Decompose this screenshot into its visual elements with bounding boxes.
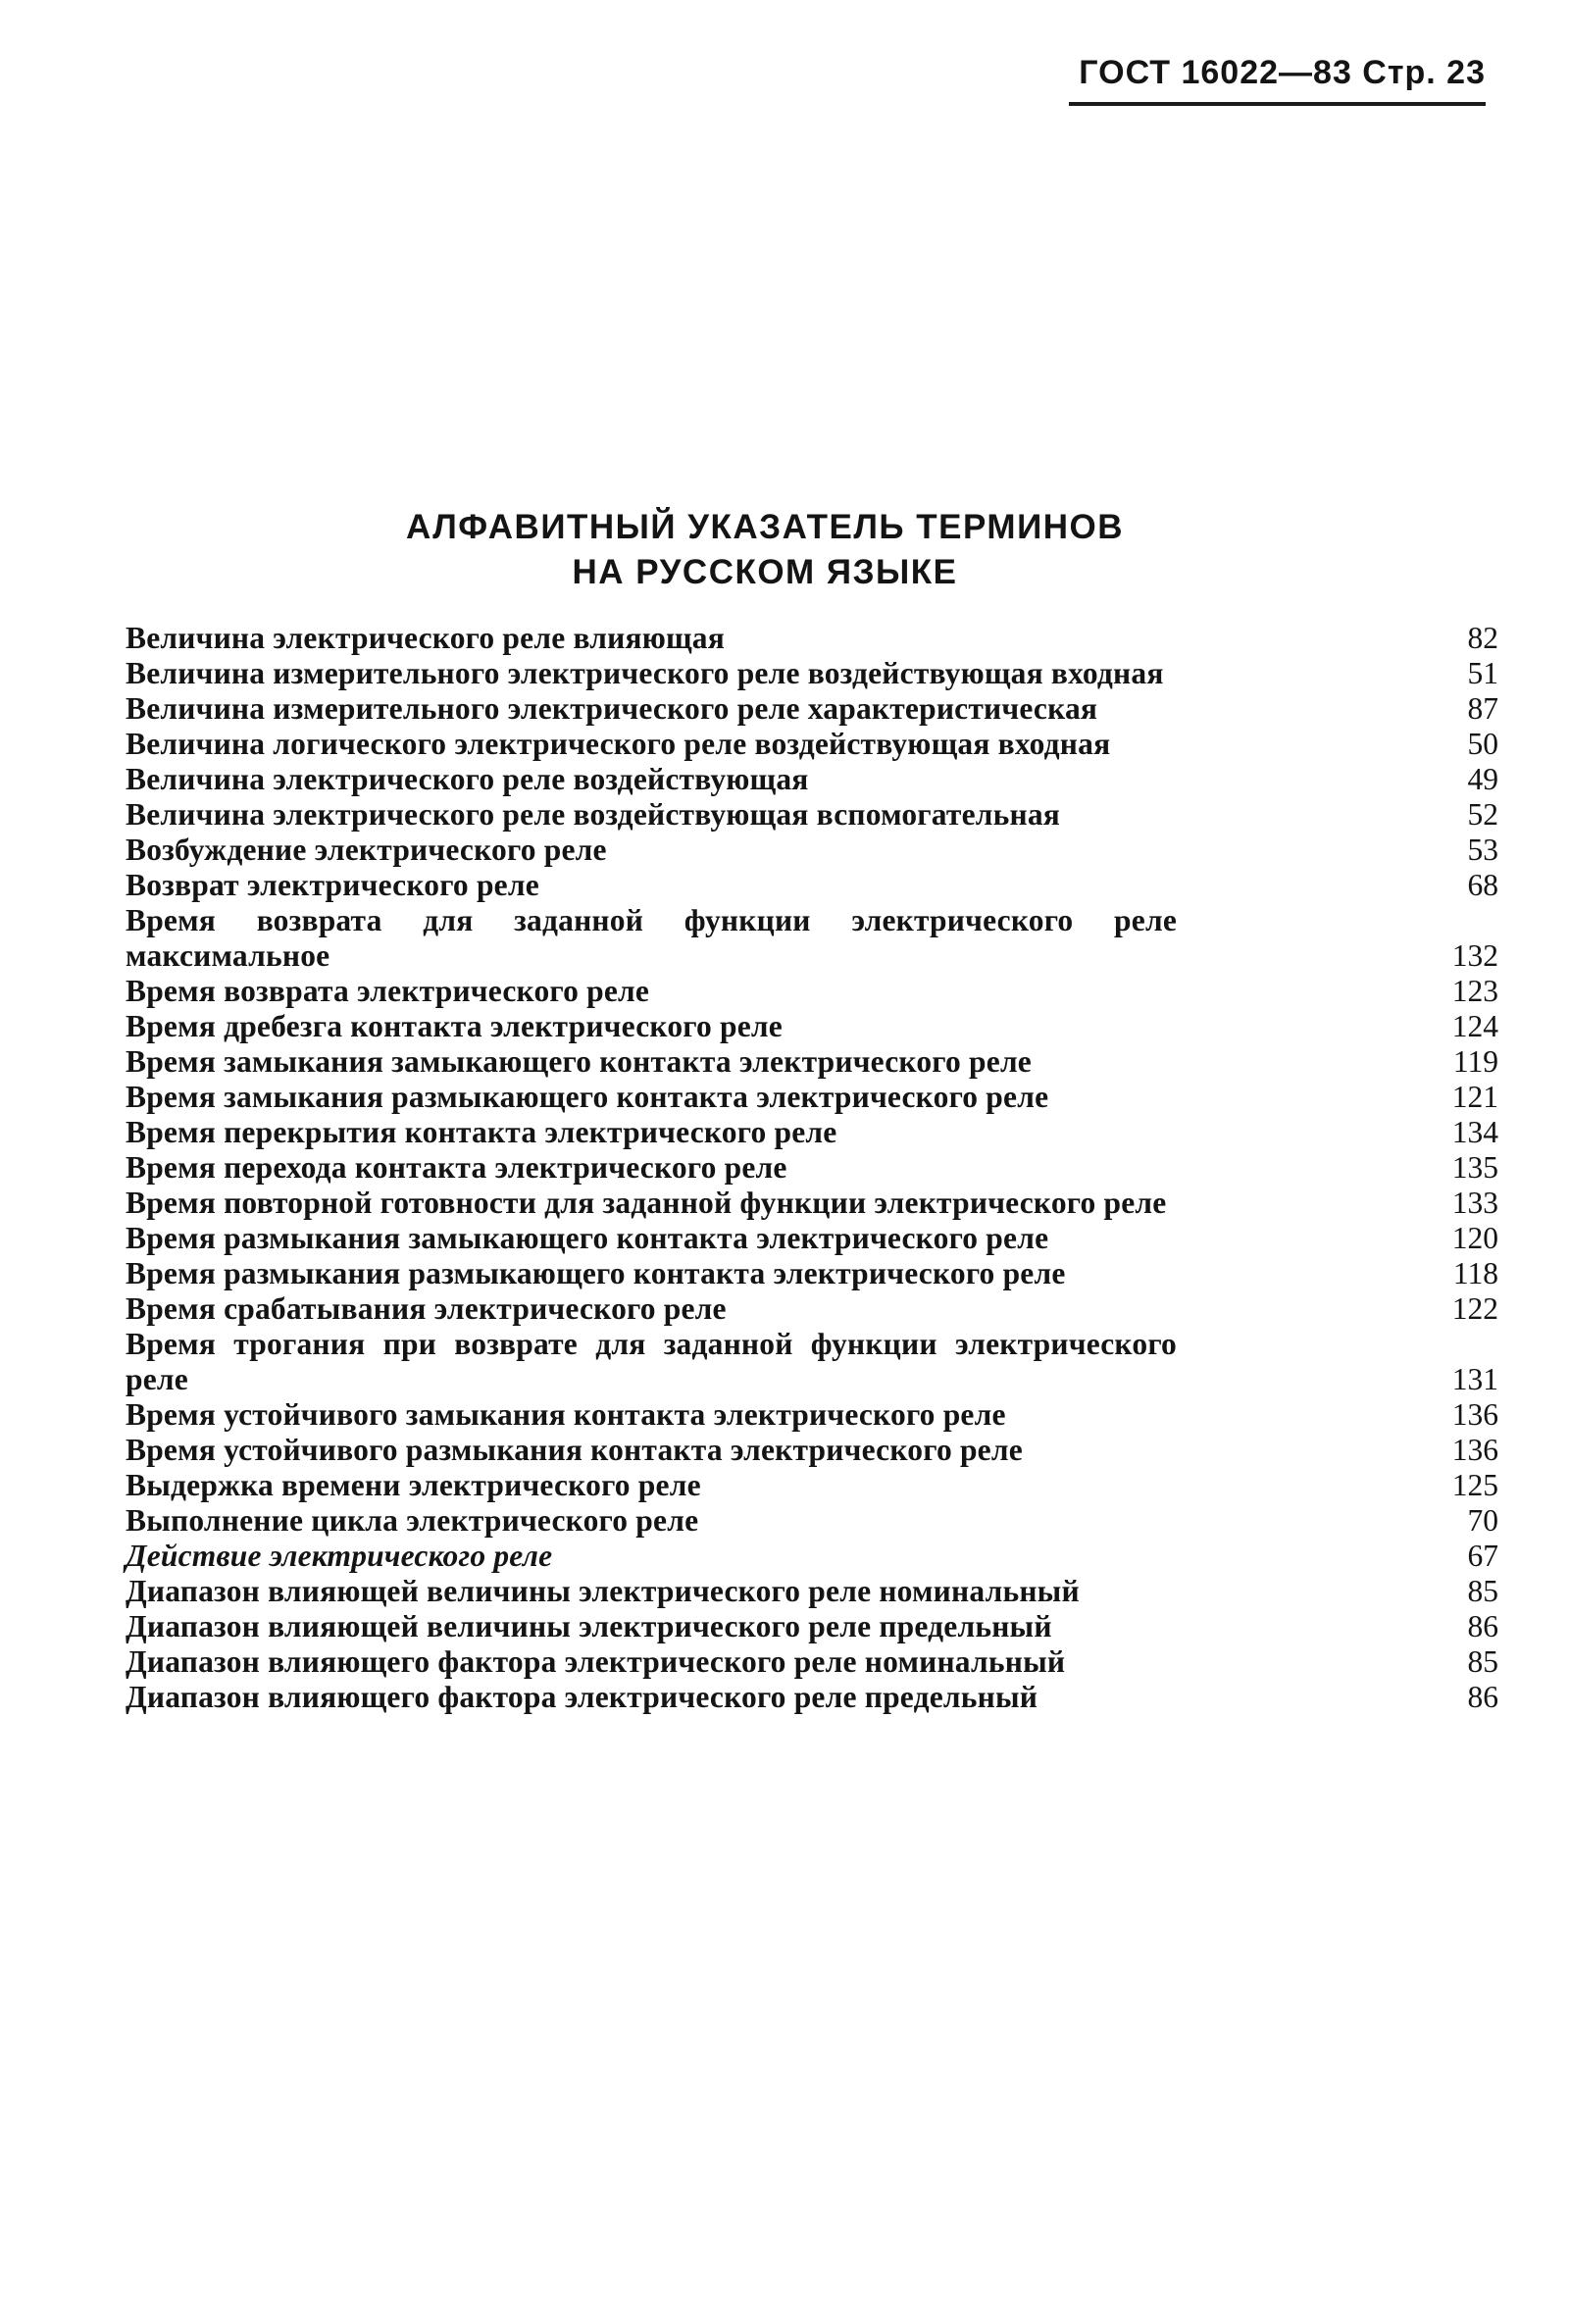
index-term-number: 85 [1467,1644,1498,1679]
page-header: ГОСТ 16022—83 Стр. 23 [1069,47,1486,106]
index-term: Величина электрического реле воздействующая вспомогательная [126,797,1061,832]
index-entry [126,1539,1498,1574]
index-entry [126,621,1498,656]
index-entry [126,1115,1498,1150]
index-term-number: 136 [1451,1397,1498,1432]
index-entry [126,1186,1498,1221]
index-term: Возбуждение электрического реле [126,833,607,867]
index-term: Выполнение цикла электрического реле [126,1503,699,1538]
index-entry [126,762,1498,797]
title-line-1: АЛФАВИТНЫЙ УКАЗАТЕЛЬ ТЕРМИНОВ [406,508,1124,546]
index-term: Время устойчивого замыкания контакта электрического реле [126,1397,1006,1432]
index-term-number: 50 [1467,727,1498,761]
index-term: Диапазон влияющего фактора электрического реле номинальный [126,1644,1066,1679]
index-term: Время трогания при возврате для заданной функции электрического реле [126,1327,1177,1396]
index-entry [126,1221,1498,1256]
index-term-number: 68 [1467,868,1498,902]
index-term: Величина измерительного электрического реле характеристическая [126,691,1098,726]
index-term-number: 119 [1452,1044,1498,1079]
index-term-number: 52 [1467,797,1498,832]
index-entry [126,656,1498,691]
index-term-number: 123 [1451,974,1498,1008]
index-term: Величина электрического реле влияющая [126,621,725,655]
index-term-number: 122 [1451,1291,1498,1326]
index-term: Время размыкания замыкающего контакта электрического реле [126,1221,1049,1255]
index-entry [126,1644,1498,1680]
index-term-number: 120 [1451,1221,1498,1255]
index-term-number: 51 [1467,656,1498,690]
index-term-number: 118 [1452,1256,1498,1290]
index-entry [126,1256,1498,1291]
index-term: Время устойчивого размыкания контакта электрического реле [126,1433,1023,1467]
index-term: Действие электрического реле [126,1539,553,1573]
index-term: Величина логического электрического реле воздействующая входная [126,727,1111,761]
index-term-number: 70 [1467,1503,1498,1538]
index-term: Время перекрытия контакта электрического реле [126,1115,837,1149]
index-term-number: 85 [1467,1574,1498,1608]
index-term-number: 131 [1451,1362,1498,1396]
index-term: Диапазон влияющей величины электрического реле предельный [126,1609,1052,1643]
index-term-number: 82 [1467,621,1498,655]
index-entry [126,1574,1498,1609]
index-entry [126,1433,1498,1468]
index-term-number: 86 [1467,1680,1498,1714]
index-term: Величина электрического реле воздействующая [126,762,809,796]
index-entry [126,1009,1498,1044]
index-term-number: 134 [1451,1115,1498,1149]
index-term: Время перехода контакта электрического реле [126,1150,787,1185]
index-entry [126,903,1498,974]
index-entry [126,1397,1498,1433]
index-term-number: 67 [1467,1539,1498,1573]
index-term: Диапазон влияющей величины электрического реле номинальный [126,1574,1080,1608]
index-term: Время размыкания размыкающего контакта электрического реле [126,1256,1066,1290]
index-entry [126,727,1498,762]
index-term-number: 87 [1467,691,1498,726]
index-entry [126,1291,1498,1327]
index-entry [126,868,1498,903]
index-term-number: 135 [1451,1150,1498,1185]
index-entry [126,1150,1498,1186]
index-term: Время срабатывания электрического реле [126,1291,727,1326]
index-entry [126,1609,1498,1644]
index-term-number: 124 [1451,1009,1498,1043]
index-term-number: 125 [1451,1468,1498,1502]
index-entry [126,691,1498,727]
index-term-number: 136 [1451,1433,1498,1467]
index-entry [126,1503,1498,1539]
index-term: Величина измерительного электрического реле воздействующая входная [126,656,1164,690]
index-entry [126,974,1498,1009]
index-entry [126,1080,1498,1115]
index-term-number: 86 [1467,1609,1498,1643]
index-term-number: 132 [1451,938,1498,973]
index-term: Время возврата электрического реле [126,974,650,1008]
term-index-list [126,621,1498,1715]
index-entry [126,797,1498,833]
index-term: Время замыкания размыкающего контакта электрического реле [126,1080,1049,1114]
index-term-number: 121 [1451,1080,1498,1114]
index-term: Время возврата для заданной функции электрического реле максимальное [126,903,1177,973]
index-entry [126,1327,1498,1397]
index-term: Возврат электрического реле [126,868,539,902]
page-title [324,505,1206,595]
index-entry [126,833,1498,868]
index-term-number: 133 [1451,1186,1498,1220]
index-term-number: 53 [1467,833,1498,867]
index-entry [126,1468,1498,1503]
index-term: Время повторной готовности для заданной функции электрического реле [126,1186,1167,1220]
index-term: Время дребезга контакта электрического реле [126,1009,783,1043]
index-term-number: 49 [1467,762,1498,796]
index-entry [126,1680,1498,1715]
title-line-2: НА РУССКОМ ЯЗЫКЕ [572,553,958,591]
index-term: Диапазон влияющего фактора электрического реле предельный [126,1680,1038,1714]
index-entry [126,1044,1498,1080]
index-term: Выдержка времени электрического реле [126,1468,701,1502]
index-term: Время замыкания замыкающего контакта электрического реле [126,1044,1032,1079]
